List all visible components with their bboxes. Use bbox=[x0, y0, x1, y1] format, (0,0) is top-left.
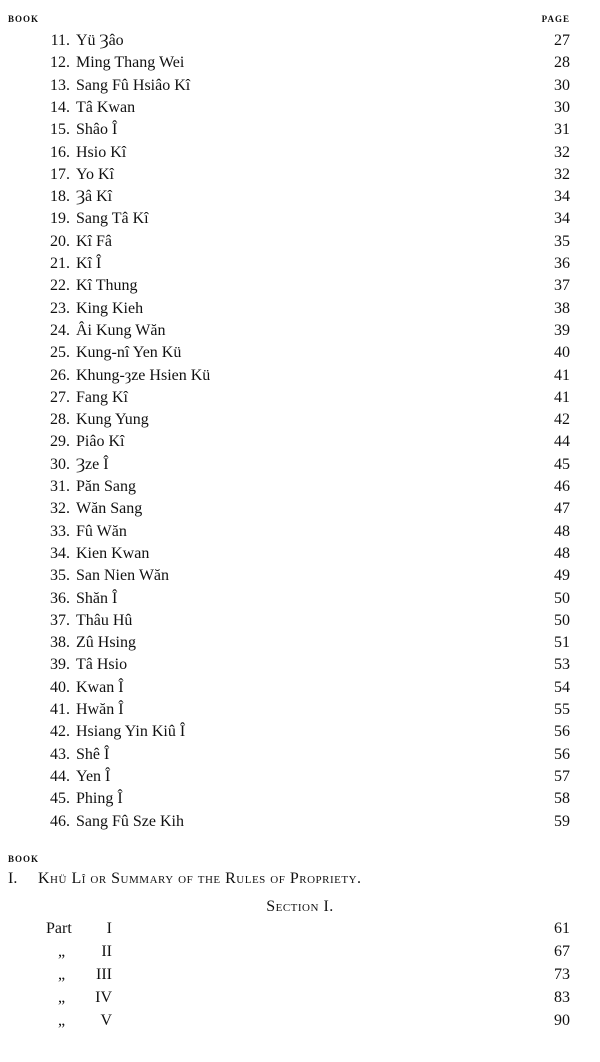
entry-page: 27 bbox=[554, 32, 570, 49]
entry-number: 37. bbox=[50, 611, 70, 629]
entry-number: 33. bbox=[50, 522, 70, 540]
entry-title: Shâo Î bbox=[76, 121, 118, 139]
part-label: „ bbox=[58, 989, 66, 1006]
entry-page: 55 bbox=[554, 701, 570, 718]
entry-title: Shê Î bbox=[76, 745, 110, 763]
entry-title: Yen Î bbox=[76, 767, 111, 785]
toc-entry bbox=[0, 387, 600, 409]
entry-title: Hwăn Î bbox=[76, 701, 124, 718]
entry-number: 16. bbox=[50, 143, 70, 161]
entry-title: Sang Fû Hsiâo Kî bbox=[76, 76, 191, 94]
entry-number: 29. bbox=[50, 433, 70, 451]
entry-title: Kî Fâ bbox=[76, 232, 112, 250]
toc-entry bbox=[0, 699, 600, 721]
toc-entry bbox=[0, 588, 600, 610]
entry-number: 30. bbox=[50, 455, 70, 473]
entry-title: Phing Î bbox=[76, 790, 123, 808]
entry-page: 41 bbox=[554, 388, 570, 406]
entry-page: 28 bbox=[554, 54, 570, 72]
entry-number: 21. bbox=[50, 255, 70, 272]
entry-number: 26. bbox=[50, 366, 70, 384]
part-page: 67 bbox=[554, 943, 570, 960]
book-heading bbox=[8, 868, 598, 890]
entry-title: Shăn Î bbox=[76, 589, 118, 607]
part-entry bbox=[0, 987, 600, 1009]
book-title: Khü Lî or Summary of the Rules of Propriety. bbox=[38, 870, 362, 887]
entry-number: 38. bbox=[50, 634, 70, 652]
toc-entry bbox=[0, 766, 600, 788]
entry-page: 40 bbox=[554, 344, 570, 362]
entry-title: Kung Yung bbox=[76, 411, 149, 429]
part-entry bbox=[0, 918, 600, 940]
toc-entry bbox=[0, 521, 600, 543]
entry-number: 32. bbox=[50, 500, 70, 518]
entry-title: Ȝâ Kî bbox=[76, 188, 113, 206]
entry-page: 56 bbox=[554, 745, 570, 763]
toc-entry bbox=[0, 208, 600, 230]
entry-page: 34 bbox=[554, 188, 570, 206]
entry-title: Kwan Î bbox=[76, 678, 124, 696]
entry-page: 35 bbox=[554, 232, 570, 250]
part-page: 90 bbox=[554, 1012, 570, 1029]
entry-title: King Kieh bbox=[76, 299, 144, 317]
toc-entry bbox=[0, 52, 600, 74]
toc-entry bbox=[0, 811, 600, 833]
entry-title: Kî Î bbox=[76, 255, 102, 272]
entry-page: 30 bbox=[554, 98, 570, 116]
entry-page: 48 bbox=[554, 522, 570, 540]
entry-title: Sang Fû Sze Kih bbox=[76, 812, 184, 830]
entry-page: 56 bbox=[554, 723, 570, 741]
toc-entry bbox=[0, 186, 600, 208]
book-roman: I. bbox=[8, 870, 18, 887]
entry-page: 36 bbox=[554, 255, 570, 272]
toc-entry bbox=[0, 610, 600, 632]
toc-entry bbox=[0, 721, 600, 743]
entry-title: Hsiang Yin Kiû Î bbox=[76, 723, 186, 741]
part-entry bbox=[0, 941, 600, 963]
entry-page: 54 bbox=[554, 678, 570, 696]
part-roman: I bbox=[106, 920, 112, 937]
entry-page: 44 bbox=[554, 433, 570, 451]
entry-number: 13. bbox=[50, 76, 70, 94]
entry-number: 40. bbox=[50, 678, 70, 696]
entry-number: 14. bbox=[50, 98, 70, 116]
entry-title: Fû Wăn bbox=[76, 522, 127, 540]
part-page: 73 bbox=[554, 966, 570, 983]
entry-number: 17. bbox=[50, 165, 70, 183]
entry-page: 30 bbox=[554, 76, 570, 94]
entry-number: 11. bbox=[50, 32, 70, 49]
toc-entry bbox=[0, 231, 600, 253]
toc-entry bbox=[0, 476, 600, 498]
entry-title: Tâ Kwan bbox=[76, 98, 136, 116]
entry-number: 23. bbox=[50, 299, 70, 317]
entry-number: 43. bbox=[50, 745, 70, 763]
entry-page: 58 bbox=[554, 790, 570, 808]
entry-page: 42 bbox=[554, 411, 570, 429]
part-entry bbox=[0, 1010, 600, 1032]
entry-number: 25. bbox=[50, 344, 70, 362]
entry-number: 46. bbox=[50, 812, 70, 830]
entry-page: 45 bbox=[554, 455, 570, 473]
entry-number: 19. bbox=[50, 210, 70, 228]
part-entry bbox=[0, 964, 600, 986]
entry-number: 31. bbox=[50, 478, 70, 495]
entry-page: 50 bbox=[554, 611, 570, 629]
book-column-header-2: BOOK bbox=[8, 854, 40, 864]
page-column-header: PAGE bbox=[541, 14, 570, 24]
entry-number: 45. bbox=[50, 790, 70, 808]
part-page: 83 bbox=[554, 989, 570, 1006]
entry-title: Păn Sang bbox=[76, 478, 136, 495]
entry-number: 44. bbox=[50, 767, 70, 785]
toc-entry bbox=[0, 498, 600, 520]
part-roman: III bbox=[96, 966, 112, 983]
entry-title: Kung-nî Yen Kü bbox=[76, 344, 182, 362]
entry-number: 42. bbox=[50, 723, 70, 741]
toc-entry bbox=[0, 365, 600, 387]
toc-entry bbox=[0, 119, 600, 141]
entry-number: 18. bbox=[50, 188, 70, 206]
toc-entry bbox=[0, 744, 600, 766]
entry-page: 34 bbox=[554, 210, 570, 228]
part-label: Part bbox=[46, 920, 72, 937]
toc-entry bbox=[0, 454, 600, 476]
section-heading: Section I. bbox=[266, 898, 334, 915]
part-label: „ bbox=[58, 1012, 66, 1029]
part-label: „ bbox=[58, 966, 66, 983]
entry-number: 41. bbox=[50, 701, 70, 718]
entry-title: Kî Thung bbox=[76, 277, 138, 295]
toc-entry bbox=[0, 75, 600, 97]
entry-number: 36. bbox=[50, 589, 70, 607]
entry-number: 35. bbox=[50, 567, 70, 585]
entry-title: Ming Thang Wei bbox=[76, 54, 185, 72]
entry-page: 53 bbox=[554, 656, 570, 674]
entry-number: 15. bbox=[50, 121, 70, 139]
toc-entry bbox=[0, 431, 600, 453]
toc-entry bbox=[0, 30, 600, 52]
entry-title: Zû Hsing bbox=[76, 634, 136, 652]
entry-title: Yo Kî bbox=[76, 165, 114, 183]
part-label: „ bbox=[58, 943, 66, 960]
entry-page: 32 bbox=[554, 143, 570, 161]
entry-number: 34. bbox=[50, 544, 70, 562]
part-roman: II bbox=[101, 943, 112, 960]
toc-entry bbox=[0, 164, 600, 186]
toc-entry bbox=[0, 275, 600, 297]
entry-page: 38 bbox=[554, 299, 570, 317]
entry-page: 32 bbox=[554, 165, 570, 183]
entry-number: 20. bbox=[50, 232, 70, 250]
entry-title: Piâo Kî bbox=[76, 433, 125, 451]
toc-entry bbox=[0, 788, 600, 810]
part-page: 61 bbox=[554, 920, 570, 937]
toc-entry bbox=[0, 632, 600, 654]
entry-title: Hsio Kî bbox=[76, 143, 127, 161]
toc-entry bbox=[0, 97, 600, 119]
entry-page: 31 bbox=[554, 121, 570, 139]
part-roman: V bbox=[100, 1012, 112, 1029]
entry-title: Thâu Hû bbox=[76, 611, 133, 629]
entry-page: 51 bbox=[554, 634, 570, 652]
entry-page: 49 bbox=[554, 567, 570, 585]
entry-title: Khung-ȝze Hsien Kü bbox=[76, 366, 211, 384]
toc-entry bbox=[0, 320, 600, 342]
entry-page: 59 bbox=[554, 812, 570, 830]
toc-entry bbox=[0, 565, 600, 587]
entry-title: Kien Kwan bbox=[76, 544, 150, 562]
entry-page: 37 bbox=[554, 277, 570, 295]
toc-entry bbox=[0, 342, 600, 364]
toc-entry bbox=[0, 543, 600, 565]
toc-entry bbox=[0, 677, 600, 699]
entry-number: 12. bbox=[50, 54, 70, 72]
entry-title: Yü Ȝâo bbox=[76, 32, 124, 49]
entry-title: Âi Kung Wăn bbox=[76, 321, 166, 339]
entry-page: 50 bbox=[554, 589, 570, 607]
entry-page: 48 bbox=[554, 544, 570, 562]
entry-page: 46 bbox=[554, 478, 570, 495]
toc-entry bbox=[0, 409, 600, 431]
entry-number: 39. bbox=[50, 656, 70, 674]
entry-title: Tâ Hsio bbox=[76, 656, 128, 674]
toc-entry bbox=[0, 654, 600, 676]
book-column-header: BOOK bbox=[8, 14, 40, 24]
entry-number: 28. bbox=[50, 411, 70, 429]
toc-entry bbox=[0, 253, 600, 275]
entry-page: 47 bbox=[554, 500, 570, 518]
entry-number: 27. bbox=[50, 388, 70, 406]
entry-title: Ȝze Î bbox=[76, 455, 109, 473]
part-roman: IV bbox=[95, 989, 112, 1006]
toc-entry bbox=[0, 142, 600, 164]
entry-page: 39 bbox=[554, 321, 570, 339]
entry-title: Fang Kî bbox=[76, 388, 128, 406]
toc-entry bbox=[0, 298, 600, 320]
entry-number: 24. bbox=[50, 321, 70, 339]
entry-number: 22. bbox=[50, 277, 70, 295]
entry-page: 57 bbox=[554, 767, 570, 785]
entry-title: Wăn Sang bbox=[76, 500, 143, 518]
entry-title: Sang Tâ Kî bbox=[76, 210, 149, 228]
entry-title: San Nien Wăn bbox=[76, 567, 170, 585]
entry-page: 41 bbox=[554, 366, 570, 384]
